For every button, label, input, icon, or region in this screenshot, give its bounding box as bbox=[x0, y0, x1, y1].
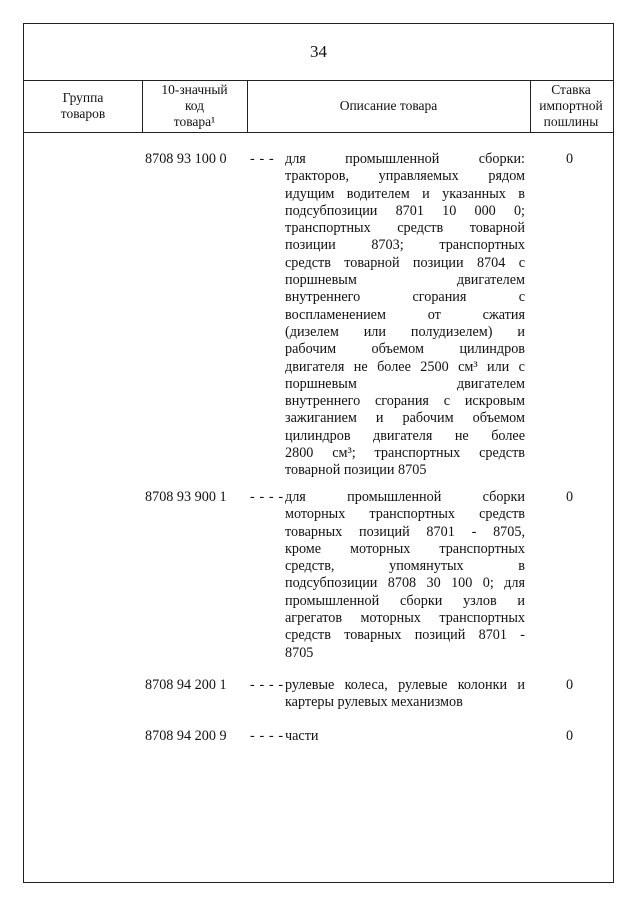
description-line: средств товарной позиции 8704 с bbox=[285, 254, 525, 271]
page-frame bbox=[23, 23, 614, 883]
description-line: средств, упомянутых в bbox=[285, 558, 525, 575]
header-group: Группа товаров bbox=[60, 90, 106, 121]
page-number: 34 bbox=[310, 42, 327, 61]
description-line: 8705 bbox=[285, 644, 314, 661]
duty-rate: 0 bbox=[566, 151, 574, 167]
header-code: 10-значный код товара¹ bbox=[161, 82, 228, 129]
header-bottom-rule bbox=[24, 132, 613, 133]
commodity-code: 8708 93 900 1 bbox=[145, 489, 227, 505]
duty-rate: 0 bbox=[566, 489, 574, 505]
description-line: для промышленной сборки: bbox=[285, 151, 525, 167]
commodity-code: 8708 93 100 0 bbox=[145, 151, 227, 167]
commodity-code: 8708 94 200 9 bbox=[145, 728, 227, 744]
header-duty: Ставка импортной пошлины bbox=[539, 82, 603, 129]
description-line: двигателя не более 2500 см³ или с bbox=[285, 358, 525, 375]
description-line: внутреннего сгорания с искровым bbox=[285, 393, 525, 410]
description-line: зажиганием и рабочим объемом bbox=[285, 410, 525, 427]
description-line: моторных транспортных средств bbox=[285, 506, 525, 523]
description-line: тракторов, управляемых рядом bbox=[285, 168, 525, 185]
description-line: поршневым двигателем bbox=[285, 375, 525, 392]
level-dashes: - - - bbox=[250, 151, 275, 167]
commodity-code: 8708 94 200 1 bbox=[145, 677, 227, 693]
description-line: подсубпозиции 8701 10 000 0; bbox=[285, 202, 525, 219]
description-line: цилиндров двигателя не более bbox=[285, 427, 525, 444]
description-text bbox=[285, 151, 525, 480]
description-line: рабочим объемом цилиндров bbox=[285, 341, 525, 358]
description-line: товарных позиций 8701 - 8705, bbox=[285, 523, 525, 540]
duty-rate: 0 bbox=[566, 728, 574, 744]
level-dashes: - - - - bbox=[250, 677, 284, 693]
description-line: промышленной сборки узлов и bbox=[285, 592, 525, 609]
level-dashes: - - - - bbox=[250, 489, 284, 505]
description-text bbox=[285, 677, 525, 712]
description-line: агрегатов моторных транспортных bbox=[285, 610, 525, 627]
description-line: средств товарных позиций 8701 - bbox=[285, 627, 525, 644]
description-line: идущим водителем и указанных в bbox=[285, 185, 525, 202]
description-line: части bbox=[285, 728, 319, 744]
description-line: воспламенением от сжатия bbox=[285, 306, 525, 323]
description-line: транспортных средств товарной bbox=[285, 220, 525, 237]
description-line: для промышленной сборки bbox=[285, 489, 525, 505]
description-line: рулевые колеса, рулевые колонки и bbox=[285, 677, 525, 693]
description-line: 2800 см³; транспортных средств bbox=[285, 445, 525, 462]
description-line: кроме моторных транспортных bbox=[285, 540, 525, 557]
description-text bbox=[285, 728, 525, 745]
description-line: (дизелем или полудизелем) и bbox=[285, 323, 525, 340]
level-dashes: - - - - bbox=[250, 728, 284, 744]
description-line: позиции 8703; транспортных bbox=[285, 237, 525, 254]
description-line: картеры рулевых механизмов bbox=[285, 694, 463, 711]
duty-rate: 0 bbox=[566, 677, 574, 693]
description-line: поршневым двигателем bbox=[285, 272, 525, 289]
description-text bbox=[285, 489, 525, 662]
description-line: подсубпозиции 8708 30 100 0; для bbox=[285, 575, 525, 592]
header-description: Описание товара bbox=[339, 98, 438, 113]
description-line: товарной позиции 8705 bbox=[285, 462, 427, 479]
description-line: внутреннего сгорания с bbox=[285, 289, 525, 306]
